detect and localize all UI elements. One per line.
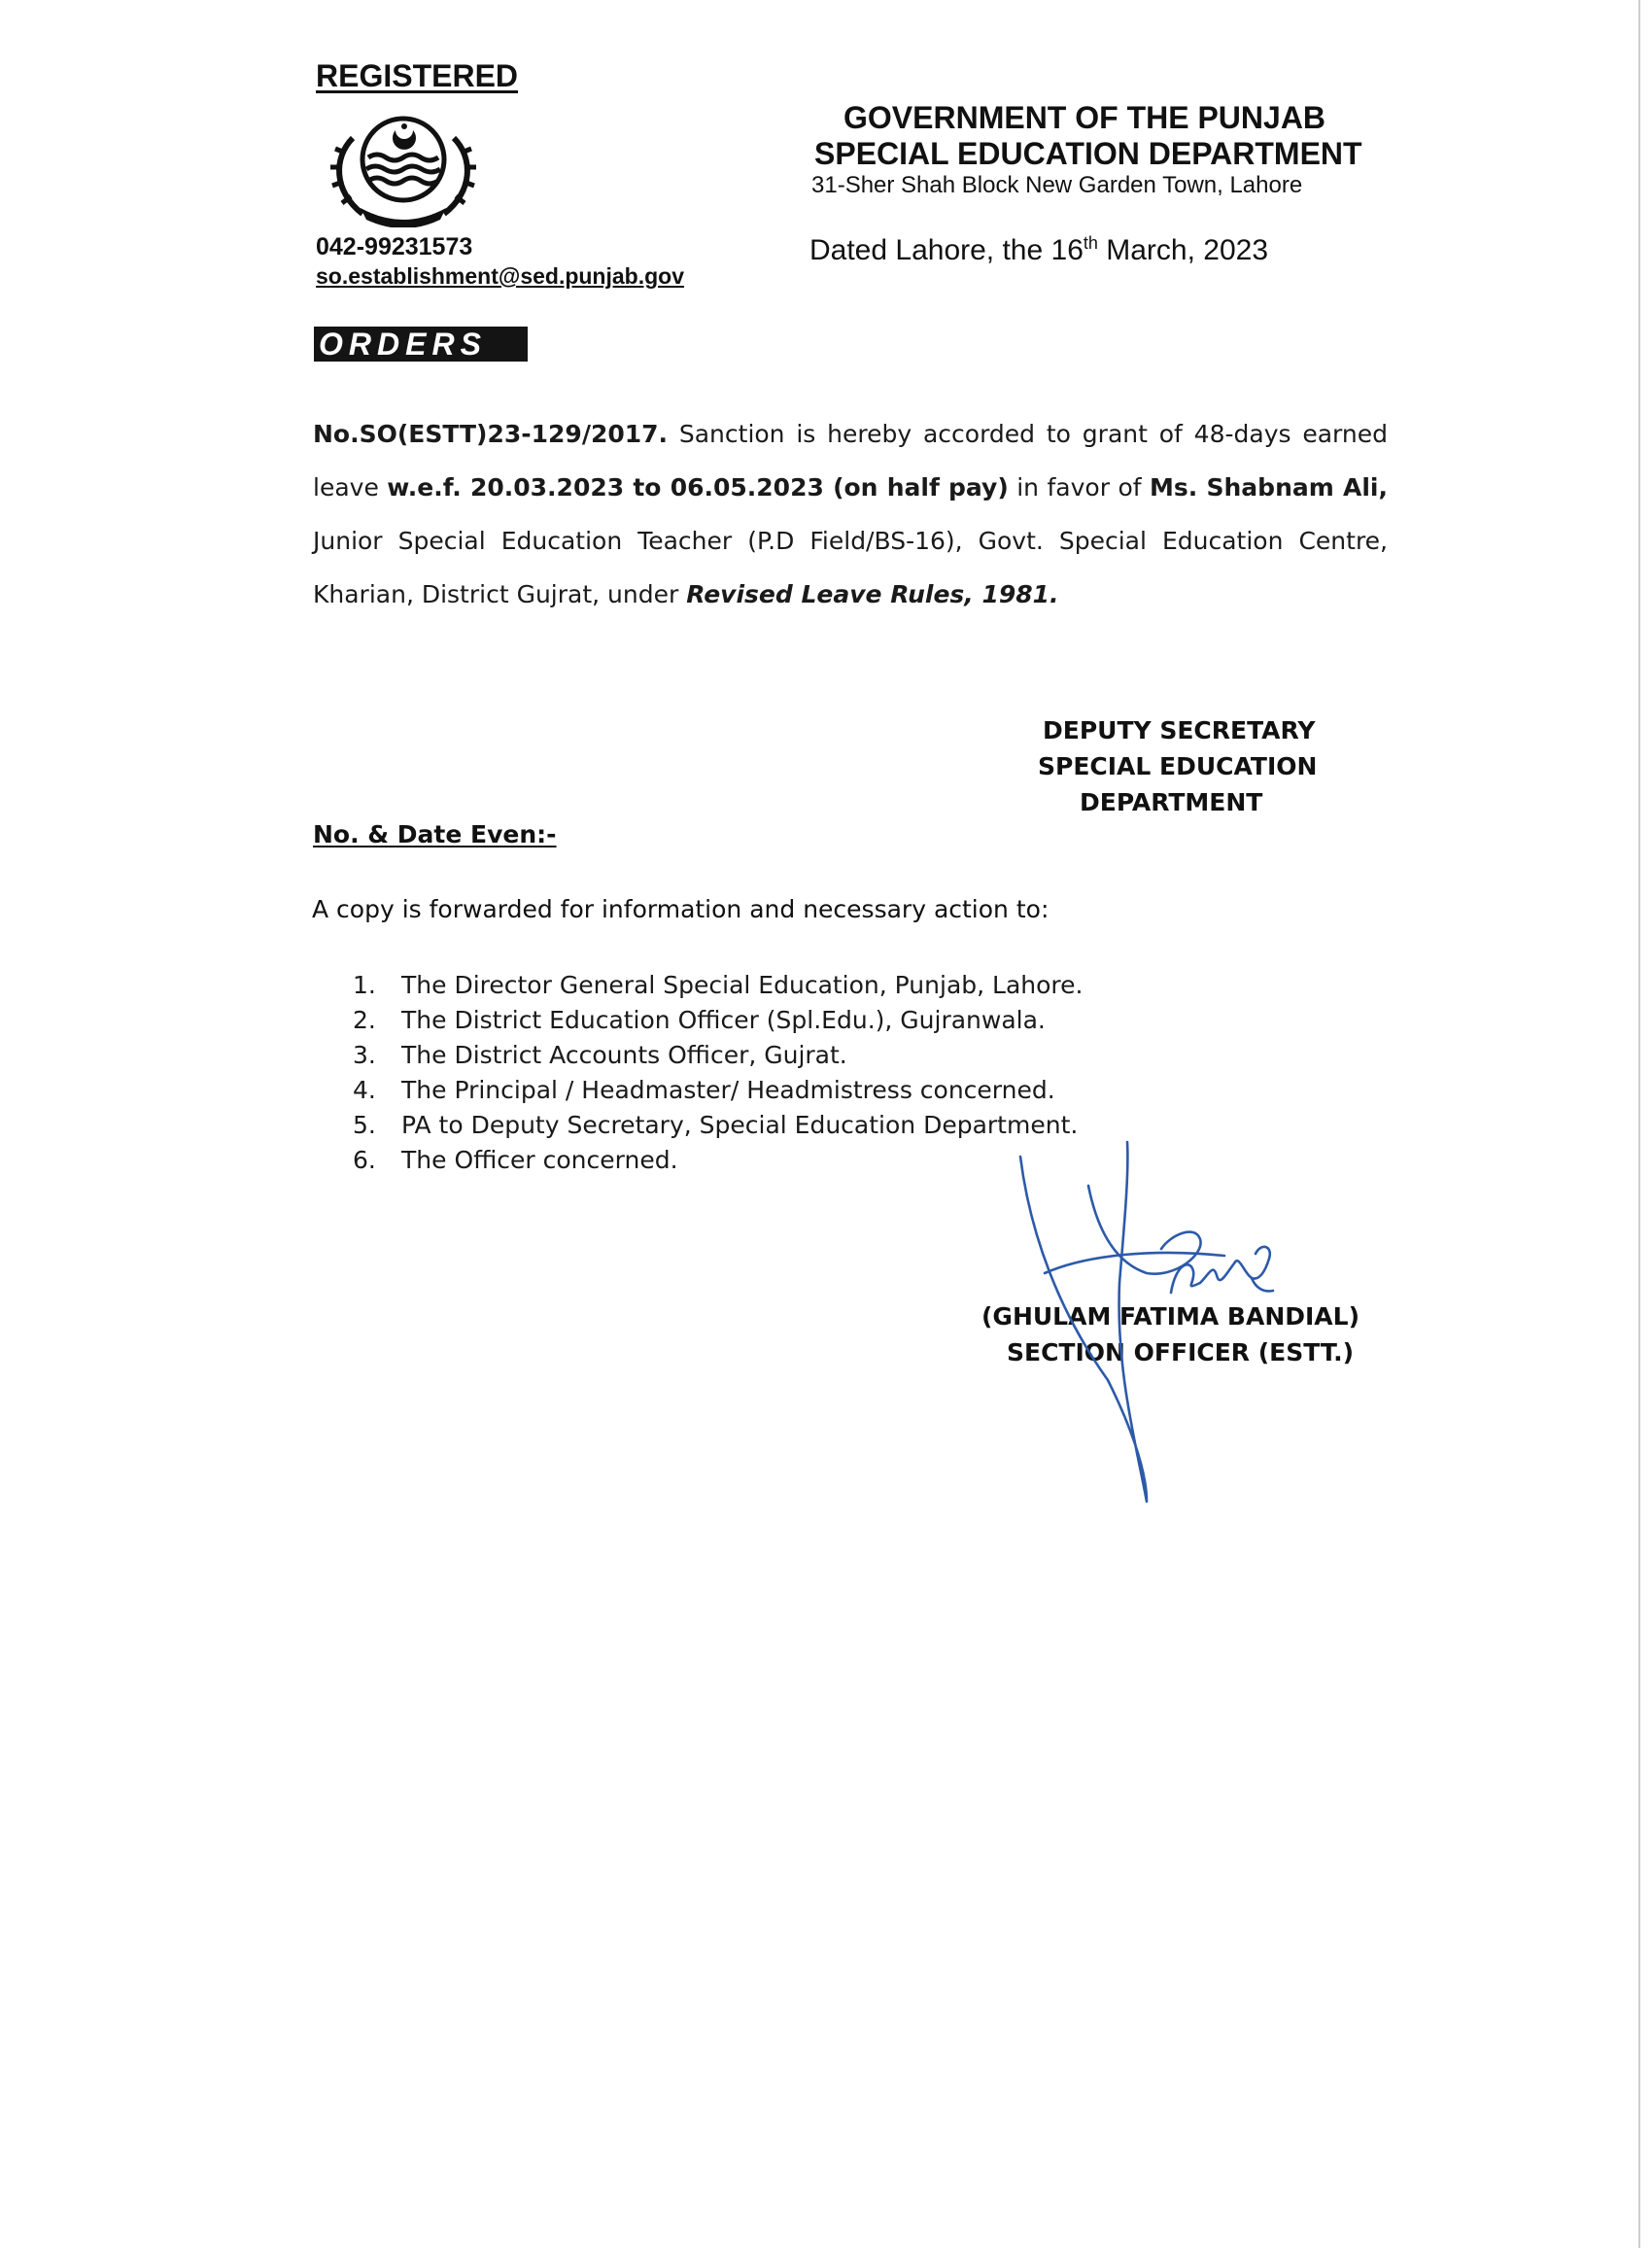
date-superscript: th xyxy=(1083,233,1098,253)
punjab-emblem-icon xyxy=(324,109,483,227)
list-item xyxy=(353,1003,1083,1038)
list-item-number: 4. xyxy=(353,1076,376,1104)
order-paragraph xyxy=(313,407,1388,621)
orders-heading: ORDERS xyxy=(314,327,528,362)
deputy-secretary-line-1: DEPUTY SECRETARY xyxy=(1043,716,1316,744)
deputy-secretary-line-2: SPECIAL EDUCATION xyxy=(1038,752,1318,780)
list-item xyxy=(353,968,1083,1003)
list-item-text: The District Education Officer (Spl.Edu.), Gujranwala. xyxy=(401,1006,1046,1034)
list-item-number: 2. xyxy=(353,1006,376,1034)
list-item-text: The Principal / Headmaster/ Headmistress concerned. xyxy=(401,1076,1055,1104)
department-address: 31-Sher Shah Block New Garden Town, Lahore xyxy=(811,172,1303,198)
list-item-text: The Officer concerned. xyxy=(401,1146,678,1174)
list-item xyxy=(353,1108,1083,1143)
order-text-1: Sanction is hereby accorded to grant of 48-days earned leave xyxy=(313,420,1388,501)
order-number: No.SO(ESTT)23-129/2017. xyxy=(313,420,669,448)
list-item-number: 3. xyxy=(353,1041,376,1069)
list-item-text: PA to Deputy Secretary, Special Education Department. xyxy=(401,1111,1079,1139)
no-date-even-heading: No. & Date Even:- xyxy=(313,820,557,848)
list-item xyxy=(353,1038,1083,1073)
signatory-name: (GHULAM FATIMA BANDIAL) xyxy=(981,1302,1360,1331)
recipients-list xyxy=(353,968,1083,1178)
list-item-number: 6. xyxy=(353,1146,376,1174)
signatory-title: SECTION OFFICER (ESTT.) xyxy=(1007,1338,1355,1366)
leave-rules: Revised Leave Rules, 1981. xyxy=(686,580,1059,608)
department-title: SPECIAL EDUCATION DEPARTMENT xyxy=(814,136,1362,171)
employee-name: Ms. Shabnam Ali, xyxy=(1150,473,1388,501)
government-title: GOVERNMENT OF THE PUNJAB xyxy=(843,100,1326,135)
list-item-text: The District Accounts Officer, Gujrat. xyxy=(401,1041,847,1069)
leave-period: w.e.f. 20.03.2023 to 06.05.2023 (on half pay) xyxy=(387,473,1009,501)
registered-label: REGISTERED xyxy=(316,58,519,93)
date-prefix: Dated Lahore, the 16 xyxy=(809,234,1084,266)
list-item xyxy=(353,1073,1083,1108)
order-text-3: Junior Special Education Teacher (P.D Field/BS-16), Govt. Special Education Centre, Kharian, District Gujrat, under xyxy=(313,527,1388,608)
phone-number: 042-99231573 xyxy=(316,233,473,260)
deputy-secretary-line-3: DEPARTMENT xyxy=(1080,788,1263,816)
list-item-number: 5. xyxy=(353,1111,376,1139)
list-item xyxy=(353,1143,1083,1178)
order-text-2: in favor of xyxy=(1008,473,1151,501)
email-address: so.establishment@sed.punjab.gov xyxy=(316,263,684,289)
signature-icon xyxy=(1001,1127,1292,1506)
dated-line xyxy=(809,233,1268,267)
date-suffix: March, 2023 xyxy=(1097,234,1268,266)
list-item-text: The Director General Special Education, Punjab, Lahore. xyxy=(401,971,1084,999)
list-item-number: 1. xyxy=(353,971,376,999)
forward-intro-text: A copy is forwarded for information and necessary action to: xyxy=(312,895,1050,923)
